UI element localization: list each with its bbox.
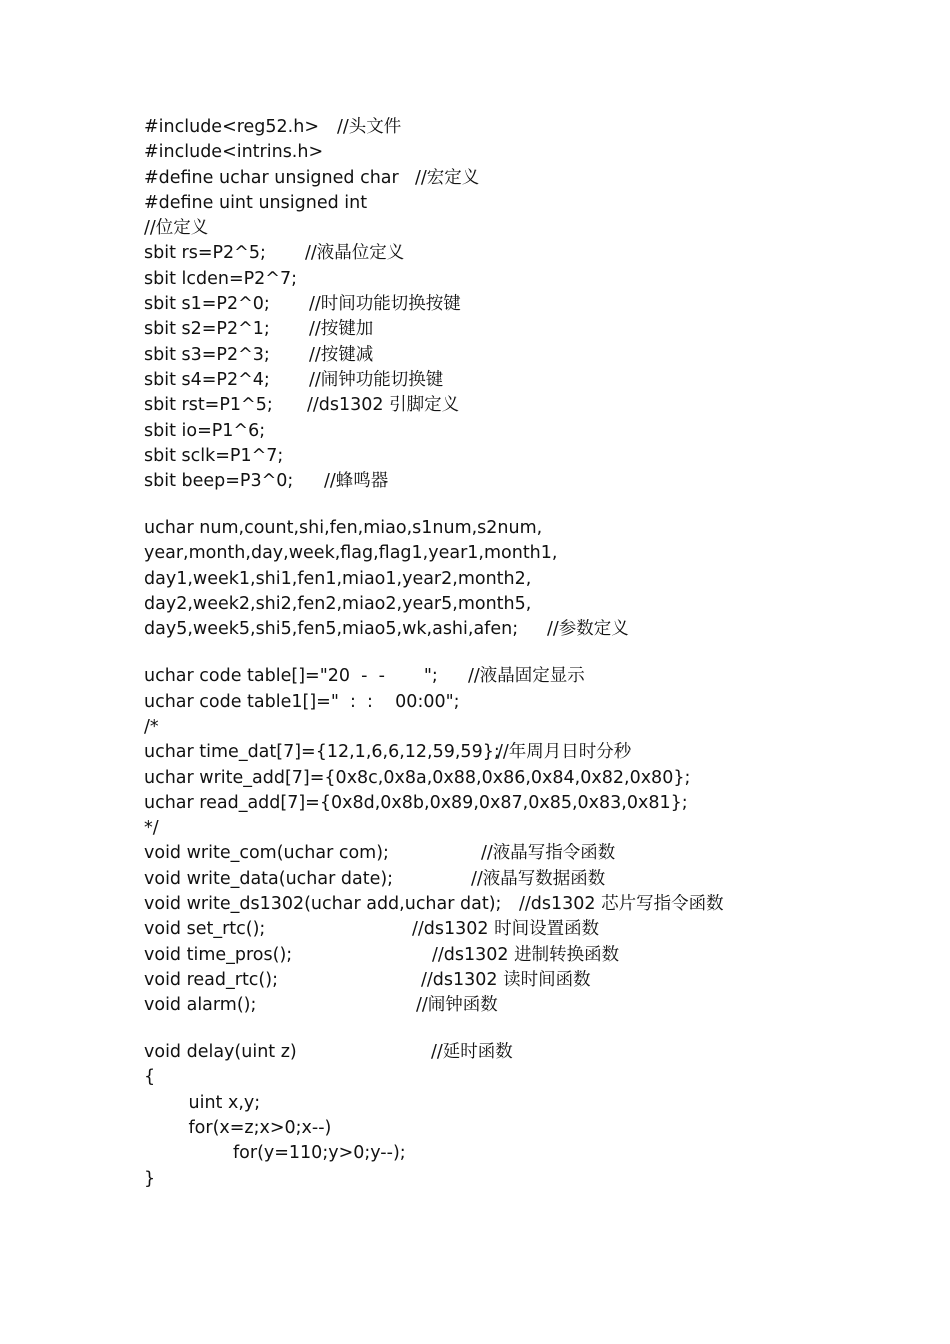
code-text: void alarm(); [144,995,257,1016]
code-comment: //液晶写指令函数 [481,843,616,864]
code-line [144,1065,934,1090]
blank-line [144,494,934,516]
code-line [144,943,934,968]
code-text: void read_rtc(); [144,969,278,990]
code-text: sbit s1=P2^0; [144,294,270,315]
code-text: */ [144,818,159,839]
code-line [144,592,934,617]
code-line [144,343,934,368]
code-line [144,267,934,292]
code-comment: //ds1302 芯片写指令函数 [519,893,724,914]
code-line [144,1091,934,1116]
blank-line [144,643,934,665]
code-line [144,892,934,917]
code-text: uint x,y; [144,1092,261,1113]
code-line [144,1040,934,1065]
code-comment: //按键加 [309,319,374,340]
code-comment: //液晶位定义 [305,243,405,264]
code-text: uchar write_add[7]={0x8c,0x8a,0x88,0x86,0x84,0x82,0x80}; [144,767,691,788]
code-line [144,816,934,841]
code-comment: //延时函数 [431,1042,513,1063]
code-text: uchar time_dat[7]={12,1,6,6,12,59,59}; [144,742,500,763]
code-line [144,968,934,993]
code-text: void write_data(uchar date); [144,868,394,889]
code-line [144,241,934,266]
code-text: #define uchar unsigned char [144,167,399,188]
code-line [144,541,934,566]
code-text: void set_rtc(); [144,919,266,940]
code-text: sbit s4=P2^4; [144,369,270,390]
code-line [144,791,934,816]
code-comment: //ds1302 引脚定义 [307,395,460,416]
code-comment: //ds1302 时间设置函数 [412,919,600,940]
code-line [144,191,934,216]
code-text: day1,week1,shi1,fen1,miao1,year2,month2, [144,568,532,589]
code-text: day2,week2,shi2,fen2,miao2,year5,month5, [144,594,532,615]
code-text: uchar code table[]="20 - - "; [144,666,438,687]
code-line [144,292,934,317]
code-comment: //年周月日时分秒 [497,742,632,763]
code-comment: //参数定义 [547,619,629,640]
code-line [144,516,934,541]
code-line [144,419,934,444]
code-text: void time_pros(); [144,944,293,965]
code-text: year,month,day,week,flag,flag1,year1,month1, [144,543,558,564]
code-comment: //液晶写数据函数 [471,868,606,889]
code-line [144,690,934,715]
code-line [144,444,934,469]
code-line [144,368,934,393]
code-text: //位定义 [144,218,209,239]
code-text: sbit beep=P3^0; [144,471,294,492]
code-text: uchar code table1[]=" : : 00:00"; [144,691,460,712]
blank-line [144,1018,934,1040]
code-text: for(y=110;y>0;y--); [144,1143,406,1164]
code-text: void write_com(uchar com); [144,843,389,864]
code-text: sbit rst=P1^5; [144,395,273,416]
code-line [144,317,934,342]
code-line [144,664,934,689]
code-text: #include<reg52.h> [144,117,319,137]
code-text: sbit sclk=P1^7; [144,445,284,466]
code-line [144,567,934,592]
code-text: /* [144,716,159,737]
code-line [144,1116,934,1141]
code-line [144,140,934,165]
code-text: #include<intrins.h> [144,142,324,163]
code-comment: //宏定义 [415,167,480,188]
code-line [144,841,934,866]
code-text: sbit s3=P2^3; [144,344,270,365]
code-text: sbit rs=P2^5; [144,243,266,264]
code-comment: //闹钟函数 [416,995,498,1016]
code-text: void delay(uint z) [144,1042,297,1063]
code-text: sbit s2=P2^1; [144,319,270,340]
code-line [144,393,934,418]
code-comment: //液晶固定显示 [468,666,585,687]
code-line [144,115,934,140]
code-line [144,740,934,765]
code-listing [144,115,934,1192]
code-text: sbit io=P1^6; [144,420,266,441]
code-text: for(x=z;x>0;x--) [144,1118,332,1139]
code-line [144,166,934,191]
code-line [144,1167,934,1192]
code-line [144,715,934,740]
code-comment: //ds1302 进制转换函数 [432,944,620,965]
code-text: day5,week5,shi5,fen5,miao5,wk,ashi,afen; [144,619,519,640]
code-text: } [144,1168,156,1189]
code-text: { [144,1067,156,1088]
code-comment: //ds1302 读时间函数 [421,969,591,990]
code-line [144,1141,934,1166]
code-line [144,917,934,942]
code-text: sbit lcden=P2^7; [144,268,298,289]
code-text: void write_ds1302(uchar add,uchar dat); [144,893,502,914]
code-text: uchar num,count,shi,fen,miao,s1num,s2num, [144,518,543,539]
code-comment: //按键减 [309,344,374,365]
code-text: #define uint unsigned int [144,192,368,213]
code-line [144,766,934,791]
code-comment: //蜂鸣器 [324,471,389,492]
code-text: uchar read_add[7]={0x8d,0x8b,0x89,0x87,0x85,0x83,0x81}; [144,792,688,813]
code-comment: //头文件 [337,117,402,137]
code-line [144,617,934,642]
code-line [144,867,934,892]
code-line [144,993,934,1018]
code-line [144,216,934,241]
code-comment: //时间功能切换按键 [309,294,461,315]
code-comment: //闹钟功能切换键 [309,369,444,390]
code-line [144,469,934,494]
